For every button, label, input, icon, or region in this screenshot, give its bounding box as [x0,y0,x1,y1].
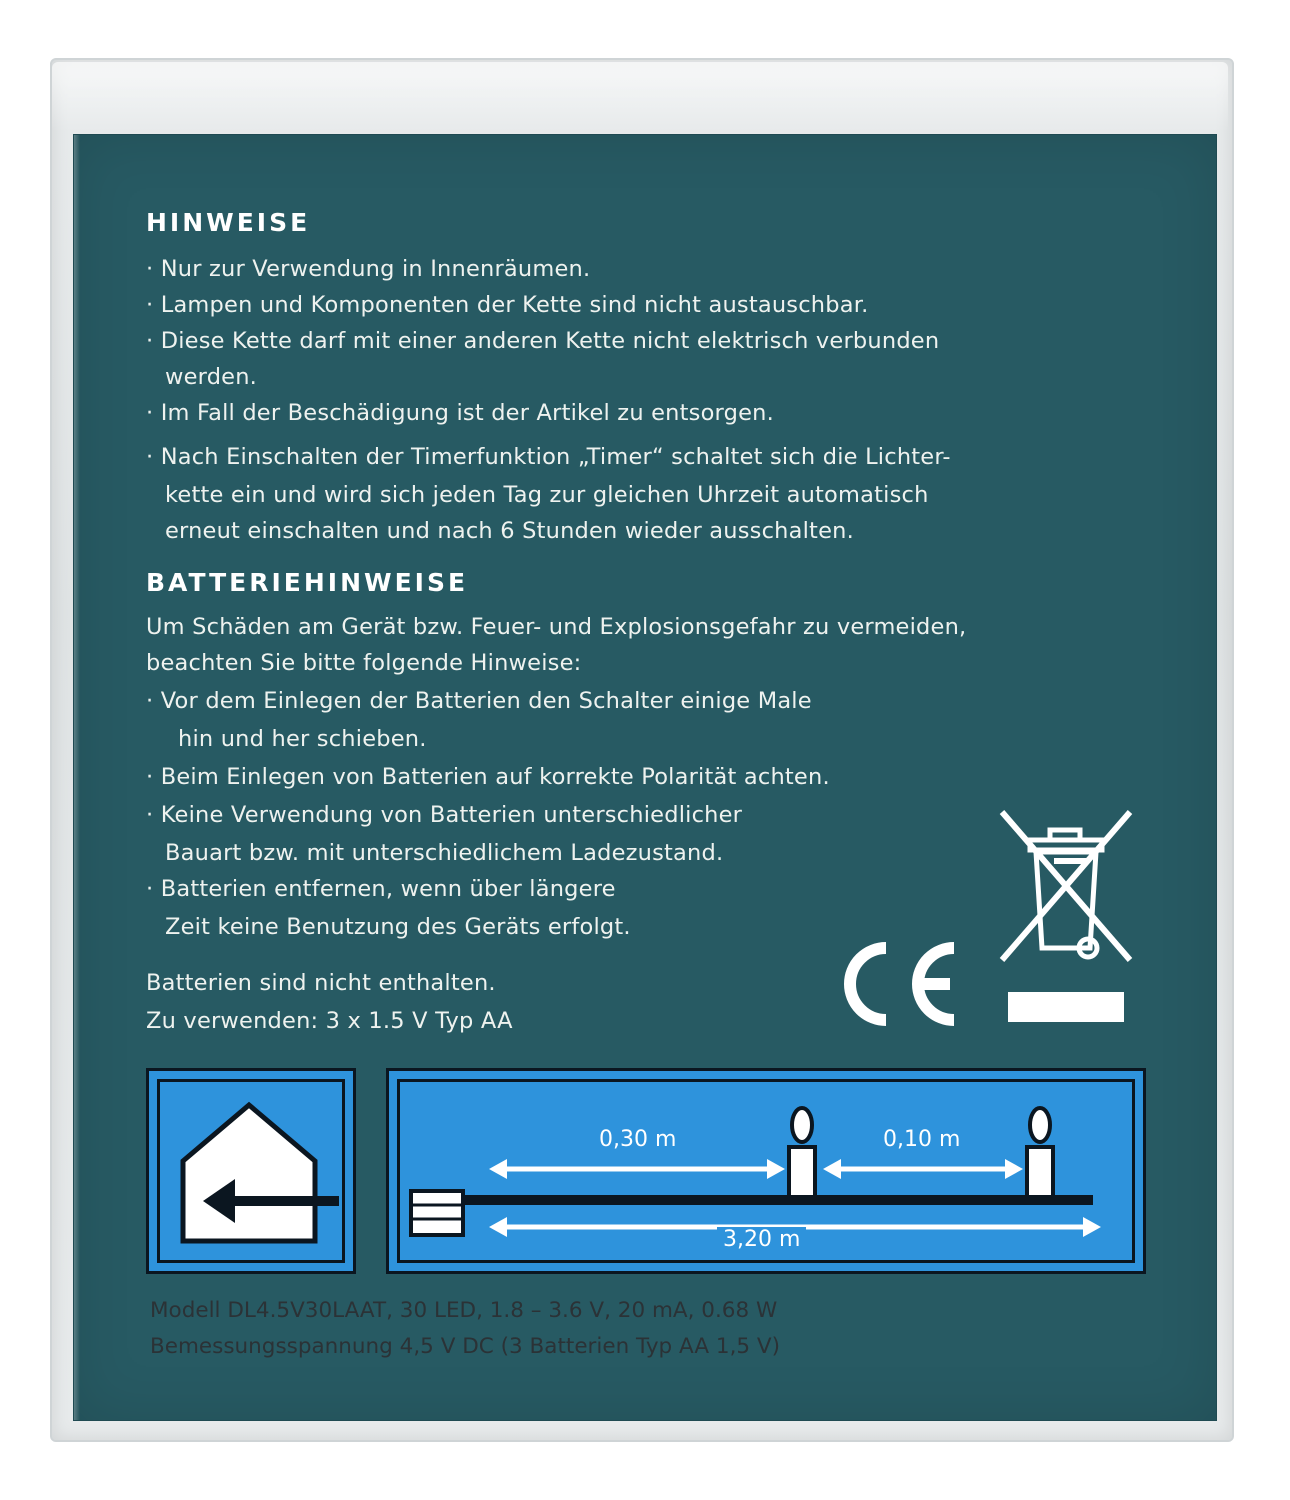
chain-dimension-panel [386,1068,1146,1274]
hinweise-heading: HINWEISE [146,208,311,237]
hinweise-line-2: · Lampen und Komponenten der Kette sind nicht austauschbar. [146,292,869,318]
indoor-house-arrow-icon [169,1091,339,1261]
total-length-label: 3,20 m [717,1227,806,1252]
batteriehinweise-line-1: Um Schäden am Gerät bzw. Feuer- und Explosionsgefahr zu vermeiden, [146,614,967,640]
hinweise-line-4: werden. [165,364,258,390]
battery-not-included: Batterien sind nicht enthalten. [146,970,496,996]
model-spec-line: Modell DL4.5V30LAAT, 30 LED, 1.8 – 3.6 V, 20 mA, 0.68 W [150,1298,778,1323]
batteriehinweise-heading: BATTERIEHINWEISE [146,568,469,597]
hinweise-line-5: · Im Fall der Beschädigung ist der Artikel zu entsorgen. [146,400,774,426]
batteriehinweise-line-4: hin und her schieben. [178,726,427,752]
packaging-shine [52,62,1228,132]
batteriehinweise-line-6: · Keine Verwendung von Batterien unterschiedlicher [146,802,743,828]
batteriehinweise-line-5: · Beim Einlegen von Batterien auf korrekte Polarität achten. [146,764,830,790]
hinweise-line-8: erneut einschalten und nach 6 Stunden wieder ausschalten. [165,518,854,544]
card-edge [74,135,80,1420]
batteriehinweise-line-7: Bauart bzw. mit unterschiedlichem Ladezustand. [165,840,724,866]
hinweise-line-3: · Diese Kette darf mit einer anderen Kette nicht elektrisch verbunden [146,328,940,354]
distance-first-label: 0,30 m [599,1127,677,1152]
distance-between-label: 0,10 m [883,1127,961,1152]
ce-mark-icon [830,938,960,1030]
batteriehinweise-line-3: · Vor dem Einlegen der Batterien den Schalter einige Male [146,688,812,714]
rated-voltage-line: Bemessungsspannung 4,5 V DC (3 Batterien Typ AA 1,5 V) [150,1334,781,1359]
batteriehinweise-line-2: beachten Sie bitte folgende Hinweise: [146,650,582,676]
indoor-use-panel [146,1068,356,1274]
hinweise-line-7: kette ein und wird sich jeden Tag zur gleichen Uhrzeit automatisch [165,482,929,508]
hinweise-line-1: · Nur zur Verwendung in Innenräumen. [146,256,591,282]
battery-type: Zu verwenden: 3 x 1.5 V Typ AA [146,1008,513,1034]
crossed-out-wheelie-bin-icon [992,800,1140,1040]
batteriehinweise-line-9: Zeit keine Benutzung des Geräts erfolgt. [165,914,631,940]
hinweise-line-6: · Nach Einschalten der Timerfunktion „Timer“ schaltet sich die Lichter- [146,444,951,470]
batteriehinweise-line-8: · Batterien entfernen, wenn über längere [146,876,616,902]
